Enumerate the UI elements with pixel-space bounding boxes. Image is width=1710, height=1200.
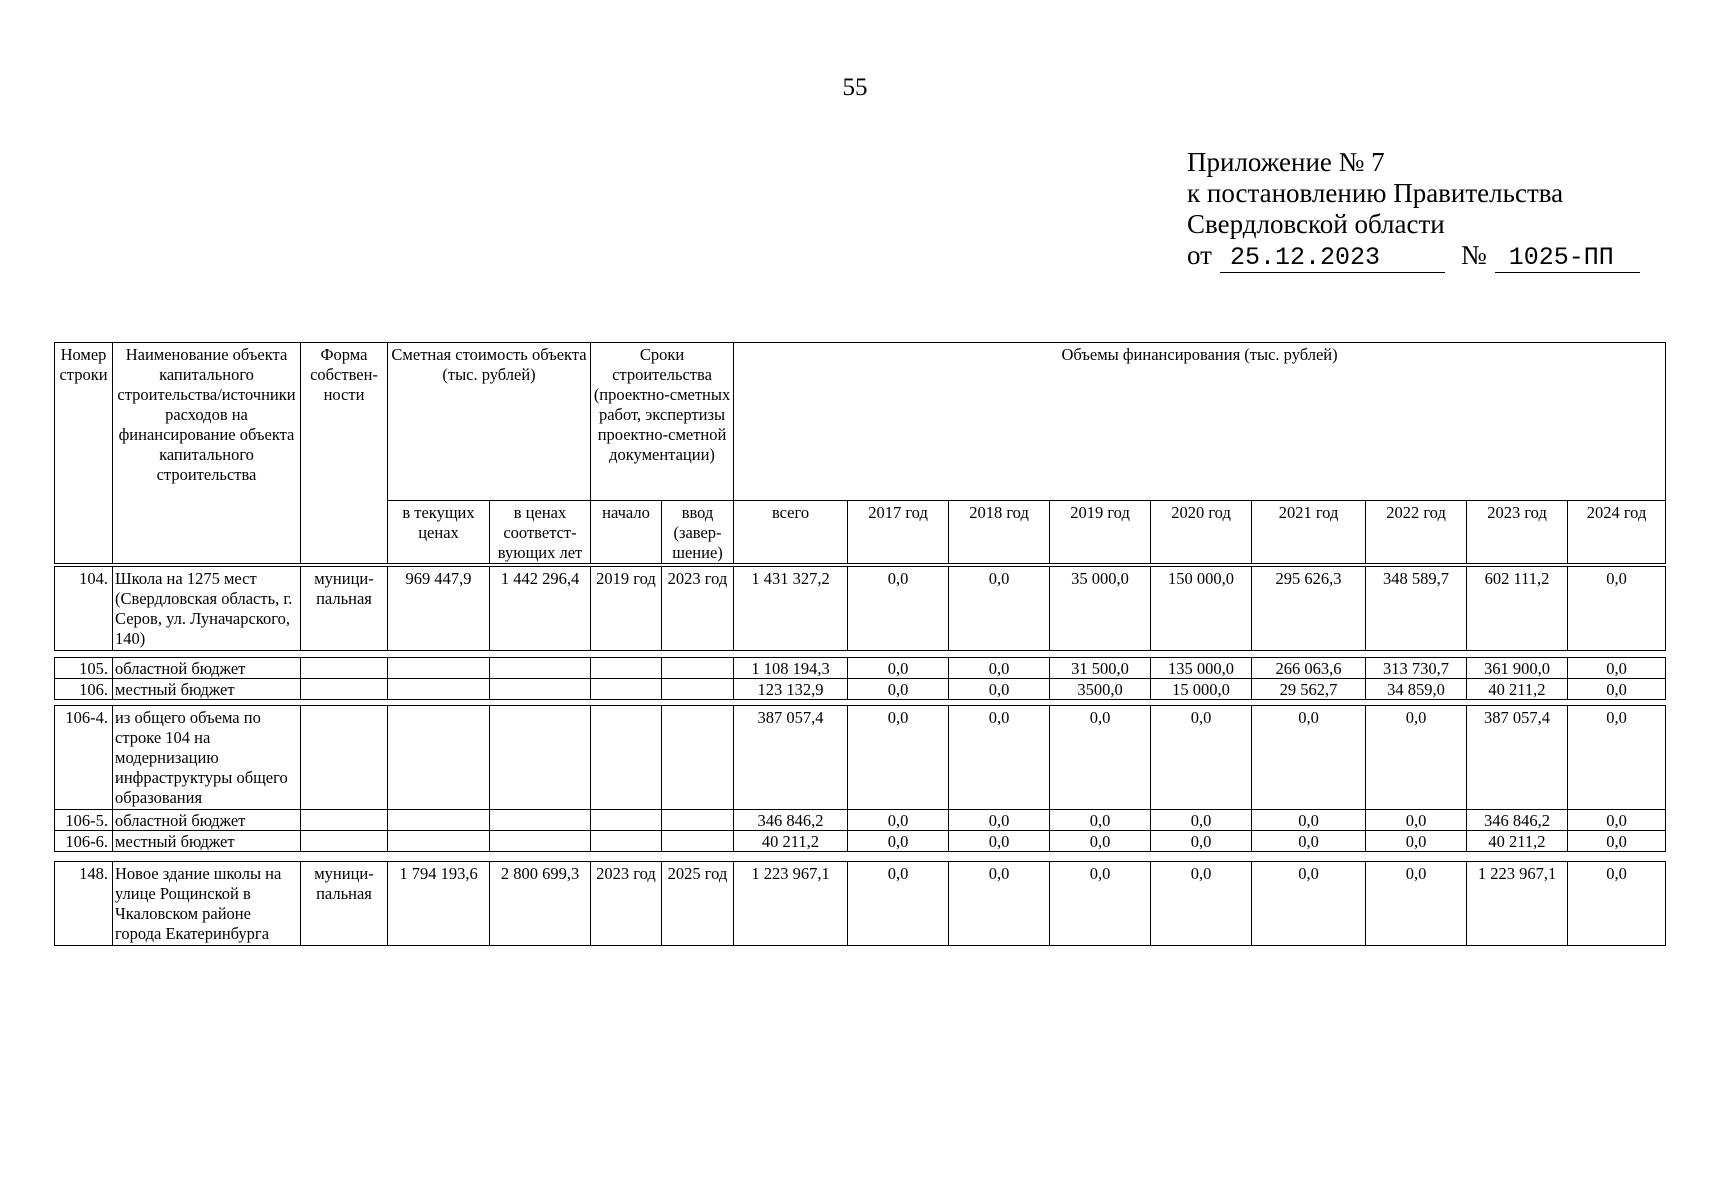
year-value: 0,0 — [949, 706, 1050, 810]
ownership: муници-пальная — [301, 567, 388, 651]
row-number: 106-4. — [55, 706, 113, 810]
row-number: 106-5. — [55, 810, 113, 831]
table-row — [55, 567, 1666, 651]
year-value: 0,0 — [1050, 706, 1151, 810]
header-row-number: Номер строки — [55, 343, 113, 564]
total: 1 108 194,3 — [734, 658, 848, 679]
ownership: муници-пальная — [301, 862, 388, 946]
total: 387 057,4 — [734, 706, 848, 810]
total: 346 846,2 — [734, 810, 848, 831]
header-estimated-cost: Сметная стоимость объекта (тыс. рублей) — [388, 343, 591, 501]
year-value: 346 846,2 — [1467, 810, 1568, 831]
year-value: 266 063,6 — [1252, 658, 1366, 679]
start-year: 2019 год — [591, 567, 662, 651]
year-value: 0,0 — [848, 658, 949, 679]
row-block-106-4 — [54, 705, 1666, 852]
total: 40 211,2 — [734, 831, 848, 852]
year-value: 0,0 — [1050, 831, 1151, 852]
cost-years: 1 442 296,4 — [490, 567, 591, 651]
cost-current: 1 794 193,6 — [388, 862, 490, 946]
year-value: 0,0 — [1568, 567, 1666, 651]
row-block-105-106 — [54, 657, 1666, 700]
year-value: 0,0 — [1366, 831, 1467, 852]
appendix-date-line — [1187, 240, 1640, 273]
from-label: от — [1187, 240, 1212, 270]
header-year: 2017 год — [848, 501, 949, 564]
year-value: 0,0 — [949, 862, 1050, 946]
header-year: 2023 год — [1467, 501, 1568, 564]
header-year: 2021 год — [1252, 501, 1366, 564]
header-start: начало — [591, 501, 662, 564]
header-year: 2019 год — [1050, 501, 1151, 564]
year-value: 0,0 — [848, 862, 949, 946]
year-value: 40 211,2 — [1467, 831, 1568, 852]
table-row — [55, 706, 1666, 810]
year-value: 0,0 — [1568, 706, 1666, 810]
year-value: 0,0 — [1252, 810, 1366, 831]
year-value: 0,0 — [1568, 679, 1666, 700]
header-ownership: Форма собствен-ности — [301, 343, 388, 564]
object-name: областной бюджет — [113, 658, 301, 679]
header-year: 2024 год — [1568, 501, 1666, 564]
header-year: 2022 год — [1366, 501, 1467, 564]
year-value: 0,0 — [1050, 810, 1151, 831]
header-financing: Объемы финансирования (тыс. рублей) — [734, 343, 1666, 501]
table-row — [55, 862, 1666, 946]
document-date: 25.12.2023 — [1220, 244, 1445, 273]
year-value: 31 500,0 — [1050, 658, 1151, 679]
header-construction-terms: Сроки строительства (проектно-сметных работ, экспертизы проектно-сметной документации) — [591, 343, 734, 501]
year-value: 348 589,7 — [1366, 567, 1467, 651]
object-name: Школа на 1275 мест (Свердловская область, г. Серов, ул. Луначарского, 140) — [113, 567, 301, 651]
total: 1 431 327,2 — [734, 567, 848, 651]
start-year: 2023 год — [591, 862, 662, 946]
header-year: 2018 год — [949, 501, 1050, 564]
year-value: 0,0 — [848, 706, 949, 810]
year-value: 0,0 — [1568, 862, 1666, 946]
year-value: 135 000,0 — [1151, 658, 1252, 679]
year-value: 361 900,0 — [1467, 658, 1568, 679]
header-end: ввод (завер-шение) — [662, 501, 734, 564]
year-value: 0,0 — [1568, 658, 1666, 679]
row-number: 105. — [55, 658, 113, 679]
cost-current: 969 447,9 — [388, 567, 490, 651]
year-value: 0,0 — [949, 810, 1050, 831]
year-value: 313 730,7 — [1366, 658, 1467, 679]
object-name: из общего объема по строке 104 на модернизацию инфраструктуры общего образования — [113, 706, 301, 810]
cost-years: 2 800 699,3 — [490, 862, 591, 946]
header-cost-years: в ценах соответст-вующих лет — [490, 501, 591, 564]
end-year: 2023 год — [662, 567, 734, 651]
year-value: 150 000,0 — [1151, 567, 1252, 651]
year-value: 0,0 — [1151, 810, 1252, 831]
row-number: 104. — [55, 567, 113, 651]
appendix-subtitle: к постановлению Правительства — [1187, 178, 1564, 208]
total: 123 132,9 — [734, 679, 848, 700]
year-value: 0,0 — [1050, 862, 1151, 946]
year-value: 0,0 — [1252, 706, 1366, 810]
row-number: 106. — [55, 679, 113, 700]
year-value: 3500,0 — [1050, 679, 1151, 700]
header-year: 2020 год — [1151, 501, 1252, 564]
year-value: 295 626,3 — [1252, 567, 1366, 651]
year-value: 0,0 — [1366, 862, 1467, 946]
year-value: 0,0 — [848, 810, 949, 831]
year-value: 0,0 — [1568, 810, 1666, 831]
row-block-148 — [54, 861, 1666, 946]
year-value: 0,0 — [1366, 706, 1467, 810]
row-number: 148. — [55, 862, 113, 946]
header-table — [54, 342, 1666, 564]
year-value: 0,0 — [1151, 831, 1252, 852]
year-value: 35 000,0 — [1050, 567, 1151, 651]
document-number: 1025-ПП — [1495, 244, 1640, 273]
year-value: 1 223 967,1 — [1467, 862, 1568, 946]
year-value: 0,0 — [1252, 862, 1366, 946]
year-value: 0,0 — [848, 831, 949, 852]
year-value: 0,0 — [949, 567, 1050, 651]
table-row — [55, 831, 1666, 852]
total: 1 223 967,1 — [734, 862, 848, 946]
header-object-name: Наименование объекта капитального строительства/источники расходов на финансирование объекта капитального строительства — [113, 343, 301, 564]
year-value: 0,0 — [1366, 810, 1467, 831]
row-number: 106-6. — [55, 831, 113, 852]
year-value: 0,0 — [949, 679, 1050, 700]
year-value: 29 562,7 — [1252, 679, 1366, 700]
year-value: 0,0 — [949, 658, 1050, 679]
header-cost-current: в текущих ценах — [388, 501, 490, 564]
number-label: № — [1460, 240, 1487, 270]
table-row — [55, 679, 1666, 700]
header-total: всего — [734, 501, 848, 564]
year-value: 0,0 — [1252, 831, 1366, 852]
year-value: 40 211,2 — [1467, 679, 1568, 700]
table-row — [55, 658, 1666, 679]
appendix-region: Свердловской области — [1187, 209, 1445, 239]
year-value: 387 057,4 — [1467, 706, 1568, 810]
object-name: областной бюджет — [113, 810, 301, 831]
appendix-block — [1187, 147, 1640, 273]
object-name: местный бюджет — [113, 831, 301, 852]
year-value: 0,0 — [1151, 862, 1252, 946]
object-name: местный бюджет — [113, 679, 301, 700]
year-value: 34 859,0 — [1366, 679, 1467, 700]
year-value: 15 000,0 — [1151, 679, 1252, 700]
year-value: 0,0 — [848, 679, 949, 700]
page-number: 55 — [842, 74, 868, 101]
object-name: Новое здание школы на улице Рощинской в Чкаловском районе города Екатеринбурга — [113, 862, 301, 946]
year-value: 602 111,2 — [1467, 567, 1568, 651]
end-year: 2025 год — [662, 862, 734, 946]
year-value: 0,0 — [1568, 831, 1666, 852]
appendix-title: Приложение № 7 — [1187, 147, 1385, 177]
table-row — [55, 810, 1666, 831]
year-value: 0,0 — [848, 567, 949, 651]
year-value: 0,0 — [1151, 706, 1252, 810]
row-block-104 — [54, 566, 1666, 651]
year-value: 0,0 — [949, 831, 1050, 852]
